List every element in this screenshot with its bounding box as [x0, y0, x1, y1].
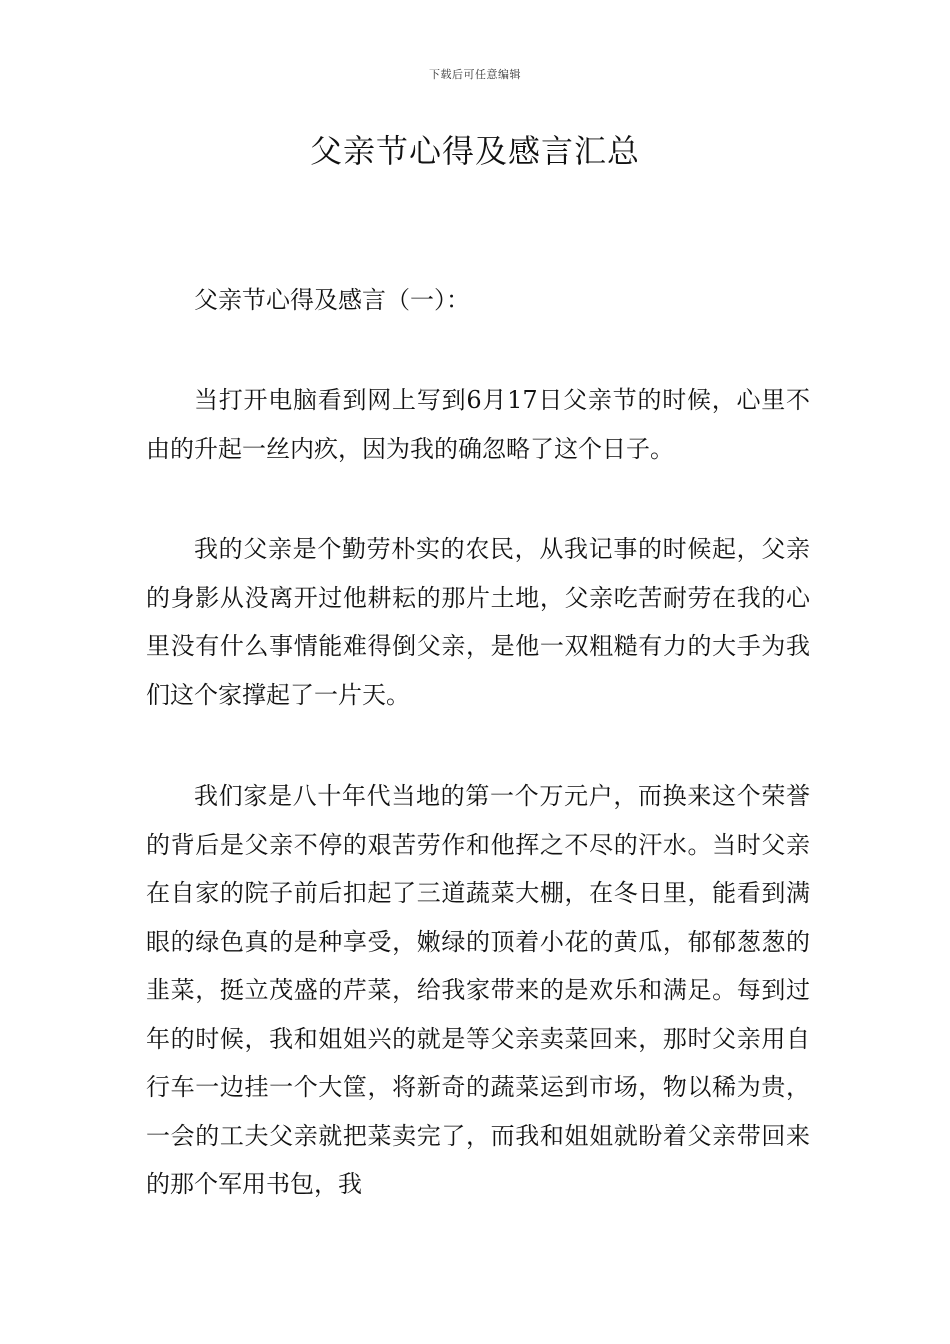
section-heading: 父亲节心得及感言（一）：	[194, 286, 470, 314]
header-note: 下载后可任意编辑	[429, 68, 521, 81]
paragraph-1: 当打开电脑看到网上写到6月17日父亲节的时候，心里不由的升起一丝内疚，因为我的确忽略了这个日子。	[146, 386, 810, 463]
paragraph-2: 我的父亲是个勤劳朴实的农民，从我记事的时候起，父亲的身影从没离开过他耕耘的那片土地，父亲吃苦耐劳在我的心里没有什么事情能难得倒父亲，是他一双粗糙有力的大手为我们这个家撑起了一片天。	[146, 535, 810, 709]
paragraph-3: 我们家是八十年代当地的第一个万元户，而换来这个荣誉的背后是父亲不停的艰苦劳作和他挥之不尽的汗水。当时父亲在自家的院子前后扣起了三道蔬菜大棚，在冬日里，能看到满眼的绿色真的是种享受，嫩绿的顶着小花的黄瓜，郁郁葱葱的韭菜，挺立茂盛的芹菜，给我家带来的是欢乐和满足。每到过年的时候，我和姐姐兴的就是等父亲卖菜回来，那时父亲用自行车一边挂一个大筐，将新奇的蔬菜运到市场，物以稀为贵，一会的工夫父亲就把菜卖完了，而我和姐姐就盼着父亲带回来的那个军用书包，我	[146, 782, 810, 1198]
document-title: 父亲节心得及感言汇总	[309, 132, 640, 170]
